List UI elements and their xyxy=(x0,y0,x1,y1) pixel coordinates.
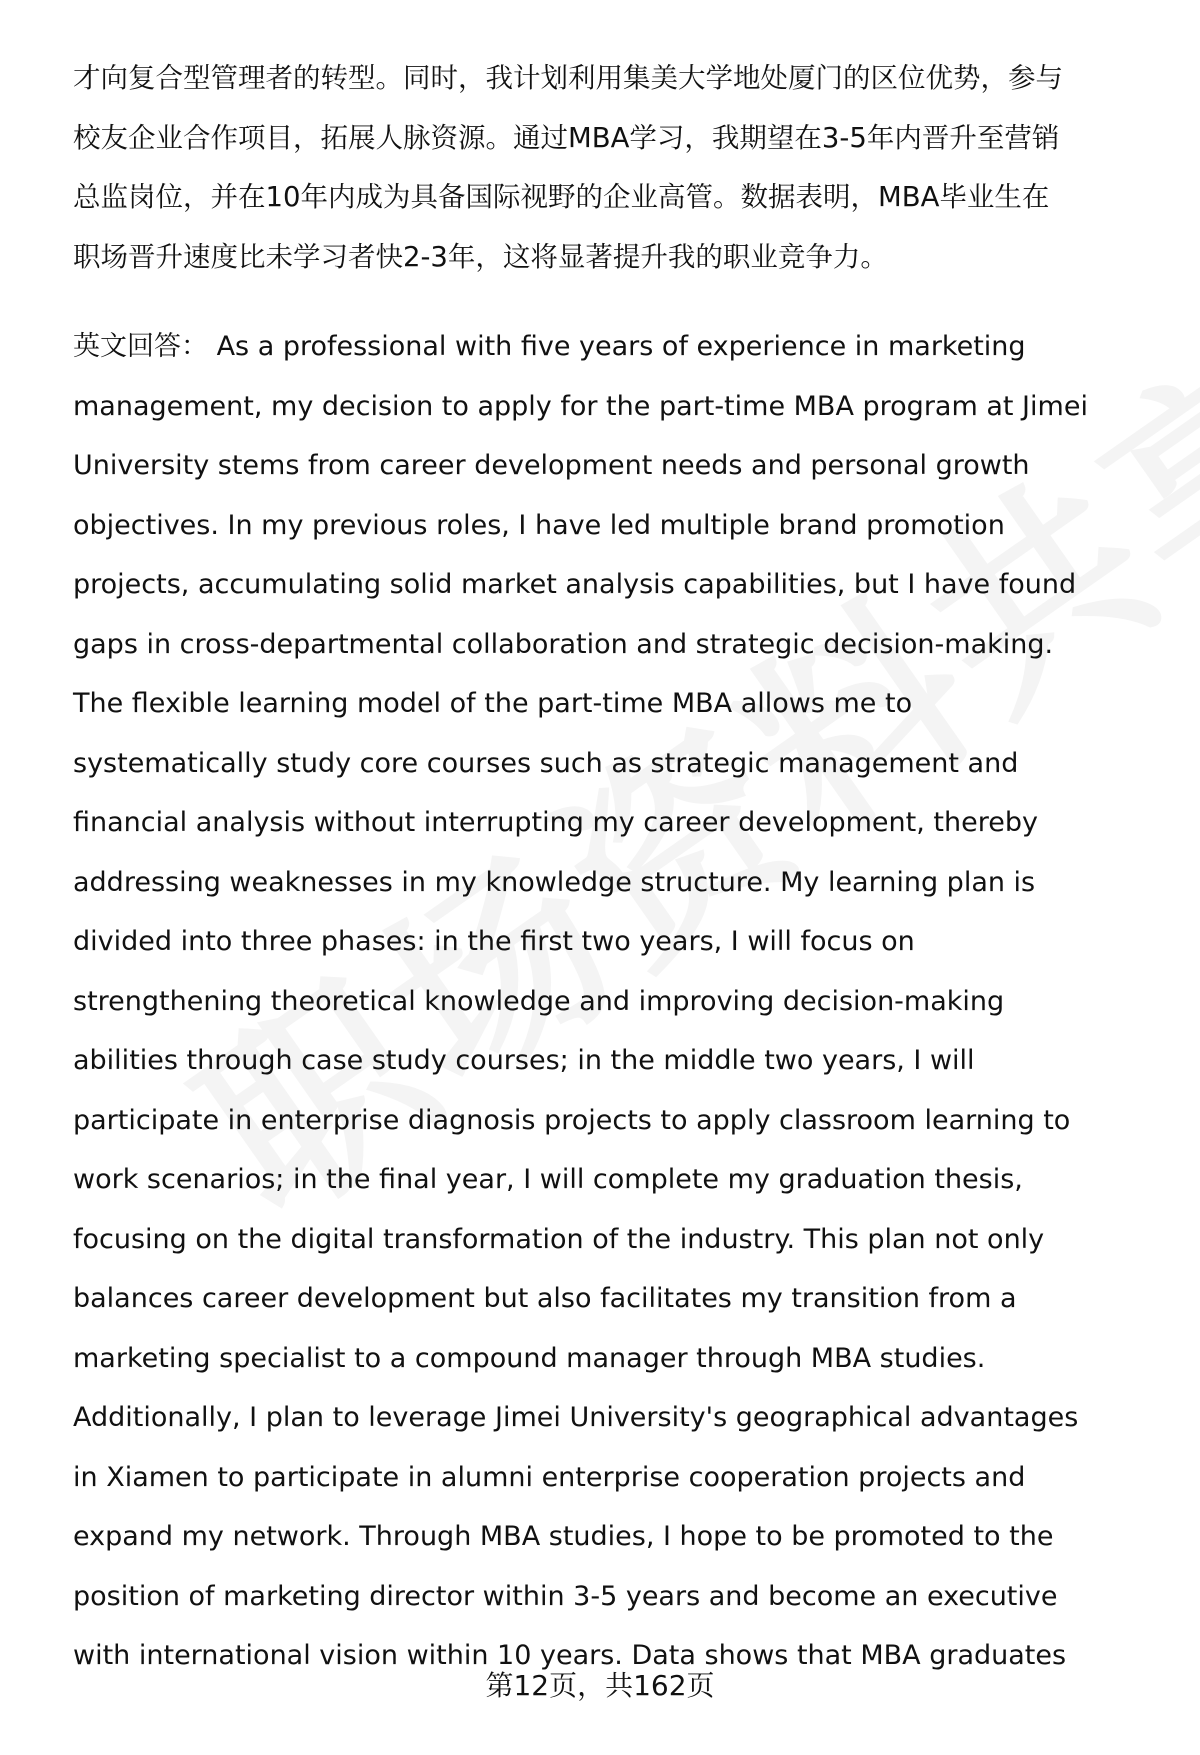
text-line: financial analysis without interrupting my career development, thereby xyxy=(73,807,1038,838)
text-line: University stems from career development needs and personal growth xyxy=(73,450,1030,481)
text-line: in Xiamen to participate in alumni enterprise cooperation projects and xyxy=(73,1461,1026,1493)
text-line: gaps in cross-departmental collaboration and strategic decision-making. xyxy=(73,628,1054,660)
text-line: with international vision within 10 years. Data shows that MBA graduates xyxy=(73,1640,1067,1671)
text-line: position of marketing director within 3-5 years and become an executive xyxy=(73,1580,1058,1612)
text-line: 才向复合型管理者的转型。同时，我计划利用集美大学地处厦门的区位优势，参与 xyxy=(73,62,1063,94)
text-line: work scenarios; in the final year, I will complete my graduation thesis, xyxy=(73,1164,1023,1195)
text-line: divided into three phases: in the first two years, I will focus on xyxy=(73,926,915,957)
text-line: management, my decision to apply for the part-time MBA program at Jimei xyxy=(73,390,1088,422)
text-line: participate in enterprise diagnosis projects to apply classroom learning to xyxy=(73,1104,1071,1136)
text-line: systematically study core courses such as strategic management and xyxy=(73,747,1019,779)
text-line: abilities through case study courses; in the middle two years, I will xyxy=(73,1045,975,1076)
text-line: 英文回答： As a professional with five years of experience in marketing xyxy=(73,331,1026,362)
chinese-paragraph xyxy=(73,49,1153,287)
text-line: marketing specialist to a compound manager through MBA studies. xyxy=(73,1342,986,1374)
text-line: balances career development but also facilitates my transition from a xyxy=(73,1283,1017,1314)
text-line: 职场晋升速度比未学习者快2-3年，这将显著提升我的职业竞争力。 xyxy=(73,240,888,273)
page-number-footer: 第12页，共162页 xyxy=(485,1669,715,1702)
text-line: focusing on the digital transformation of the industry. This plan not only xyxy=(73,1223,1045,1255)
text-line: Additionally, I plan to leverage Jimei University's geographical advantages xyxy=(73,1402,1079,1433)
english-answer-paragraph xyxy=(73,317,1153,1686)
text-line: expand my network. Through MBA studies, I hope to be promoted to the xyxy=(73,1521,1054,1552)
text-line: 总监岗位，并在10年内成为具备国际视野的企业高管。数据表明，MBA毕业生在 xyxy=(73,181,1050,213)
text-line: objectives. In my previous roles, I have led multiple brand promotion xyxy=(73,509,1005,541)
text-line: addressing weaknesses in my knowledge structure. My learning plan is xyxy=(73,866,1036,898)
text-line: projects, accumulating solid market analysis capabilities, but I have found xyxy=(73,569,1077,600)
text-line: 校友企业合作项目，拓展人脉资源。通过MBA学习，我期望在3-5年内晋升至营销 xyxy=(73,121,1060,154)
text-line: strengthening theoretical knowledge and improving decision-making xyxy=(73,985,1005,1017)
text-line: The flexible learning model of the part-time MBA allows me to xyxy=(73,688,913,719)
